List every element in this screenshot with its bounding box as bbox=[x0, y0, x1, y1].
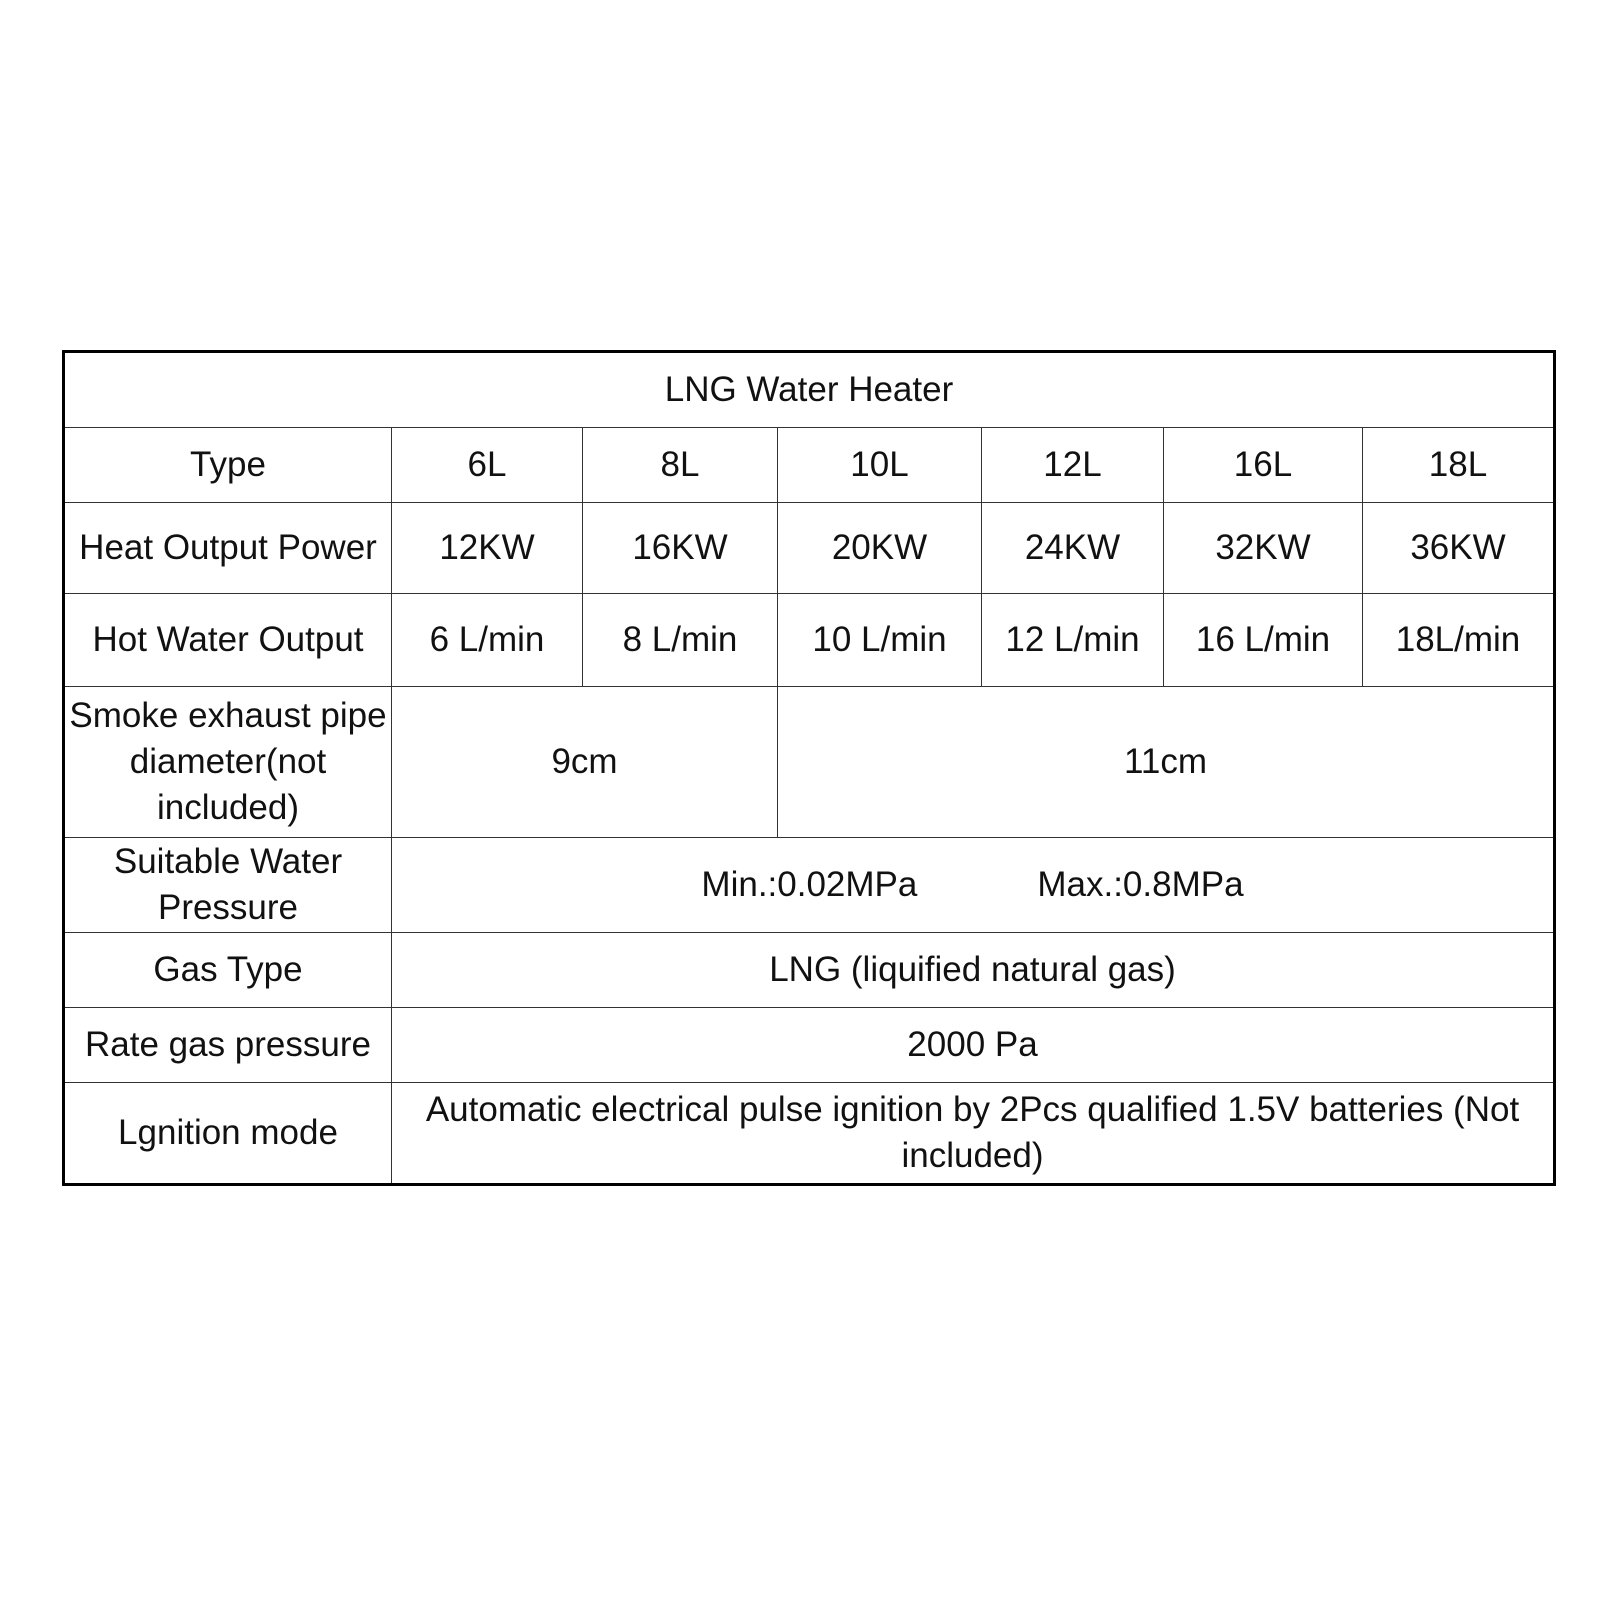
heat-output-row bbox=[64, 503, 1555, 594]
rate-gas-pressure-label: Rate gas pressure bbox=[64, 1008, 392, 1083]
water-pressure-values bbox=[392, 838, 1555, 933]
title-row bbox=[64, 352, 1555, 428]
gas-type-label: Gas Type bbox=[64, 933, 392, 1008]
smoke-exhaust-small-value: 9cm bbox=[392, 687, 778, 838]
smoke-exhaust-label: Smoke exhaust pipe diameter(not included) bbox=[64, 687, 392, 838]
type-value: 18L bbox=[1363, 428, 1555, 503]
water-pressure-range bbox=[701, 862, 1243, 908]
spec-table bbox=[62, 350, 1556, 1186]
rate-gas-pressure-row bbox=[64, 1008, 1555, 1083]
heat-output-value: 20KW bbox=[778, 503, 982, 594]
heat-output-value: 12KW bbox=[392, 503, 583, 594]
gas-type-value: LNG (liquified natural gas) bbox=[392, 933, 1555, 1008]
hot-water-output-value: 18L/min bbox=[1363, 594, 1555, 687]
hot-water-output-row bbox=[64, 594, 1555, 687]
smoke-exhaust-large-value: 11cm bbox=[778, 687, 1555, 838]
type-value: 10L bbox=[778, 428, 982, 503]
type-value: 8L bbox=[583, 428, 778, 503]
water-pressure-row bbox=[64, 838, 1555, 933]
hot-water-output-value: 6 L/min bbox=[392, 594, 583, 687]
water-pressure-max: Max.:0.8MPa bbox=[1037, 865, 1244, 904]
water-pressure-label: Suitable Water Pressure bbox=[64, 838, 392, 933]
hot-water-output-label: Hot Water Output bbox=[64, 594, 392, 687]
ignition-mode-value: Automatic electrical pulse ignition by 2Pcs qualified 1.5V batteries (Not included) bbox=[392, 1083, 1555, 1185]
hot-water-output-value: 12 L/min bbox=[982, 594, 1164, 687]
hot-water-output-value: 10 L/min bbox=[778, 594, 982, 687]
ignition-mode-label: Lgnition mode bbox=[64, 1083, 392, 1185]
rate-gas-pressure-value: 2000 Pa bbox=[392, 1008, 1555, 1083]
smoke-exhaust-row bbox=[64, 687, 1555, 838]
heat-output-value: 32KW bbox=[1164, 503, 1363, 594]
ignition-mode-row bbox=[64, 1083, 1555, 1185]
heat-output-value: 16KW bbox=[583, 503, 778, 594]
type-value: 6L bbox=[392, 428, 583, 503]
type-label: Type bbox=[64, 428, 392, 503]
type-value: 12L bbox=[982, 428, 1164, 503]
water-pressure-min: Min.:0.02MPa bbox=[701, 865, 918, 904]
heat-output-value: 24KW bbox=[982, 503, 1164, 594]
heat-output-value: 36KW bbox=[1363, 503, 1555, 594]
table-title: LNG Water Heater bbox=[64, 352, 1555, 428]
heat-output-label: Heat Output Power bbox=[64, 503, 392, 594]
hot-water-output-value: 16 L/min bbox=[1164, 594, 1363, 687]
hot-water-output-value: 8 L/min bbox=[583, 594, 778, 687]
type-value: 16L bbox=[1164, 428, 1363, 503]
type-row bbox=[64, 428, 1555, 503]
gas-type-row bbox=[64, 933, 1555, 1008]
